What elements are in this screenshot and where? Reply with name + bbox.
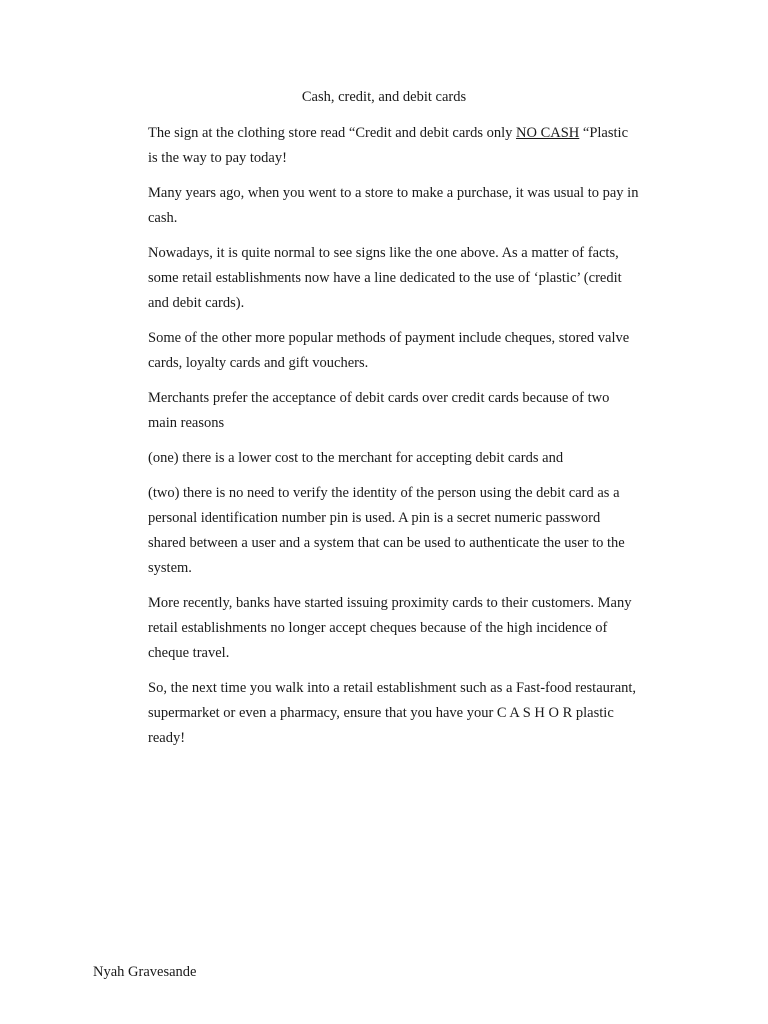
paragraph-history: Many years ago, when you went to a store to make a purchase, it was usual to pay in cash. [148,185,639,226]
paragraph-reason-one: (one) there is a lower cost to the merchant for accepting debit cards and [148,450,564,466]
paragraph-nowadays: Nowadays, it is quite normal to see signs like the one above. As a matter of facts, some retail establishments now have a line dedicated to the use of ‘plastic’ (credit and debit cards). [148,245,622,311]
document-title: Cash, credit, and debit cards [301,89,467,105]
paragraph-sign [148,121,640,171]
paragraph-proximity-cards: More recently, banks have started issuing proximity cards to their customers. Many retail establishments no longer accept cheques because of the high incidence of cheque travel. [148,595,632,661]
footer-author-name: Nyah Gravesande [93,964,197,980]
paragraph-reason-two: (two) there is no need to verify the identity of the person using the debit card as a personal identification number pin is used. A pin is a secret numeric password shared between a user and a system that can be used to authenticate the user to the system. [148,485,625,576]
paragraph-conclusion: So, the next time you walk into a retail establishment such as a Fast-food restaurant, supermarket or even a pharmacy, ensure that you have your C A S H O R plastic ready! [148,680,637,746]
no-cash-underlined-text: NO CASH [516,125,580,141]
paragraph-merchants: Merchants prefer the acceptance of debit cards over credit cards because of two main reasons [148,390,610,431]
document-body [148,121,640,761]
paragraph-sign-text-end: “Plastic is the way to pay today! [148,125,629,166]
paragraph-payment-methods: Some of the other more popular methods of payment include cheques, stored valve cards, loyalty cards and gift vouchers. [148,330,630,371]
paragraph-sign-text-start: The sign at the clothing store read “Credit and debit cards only [148,125,517,141]
